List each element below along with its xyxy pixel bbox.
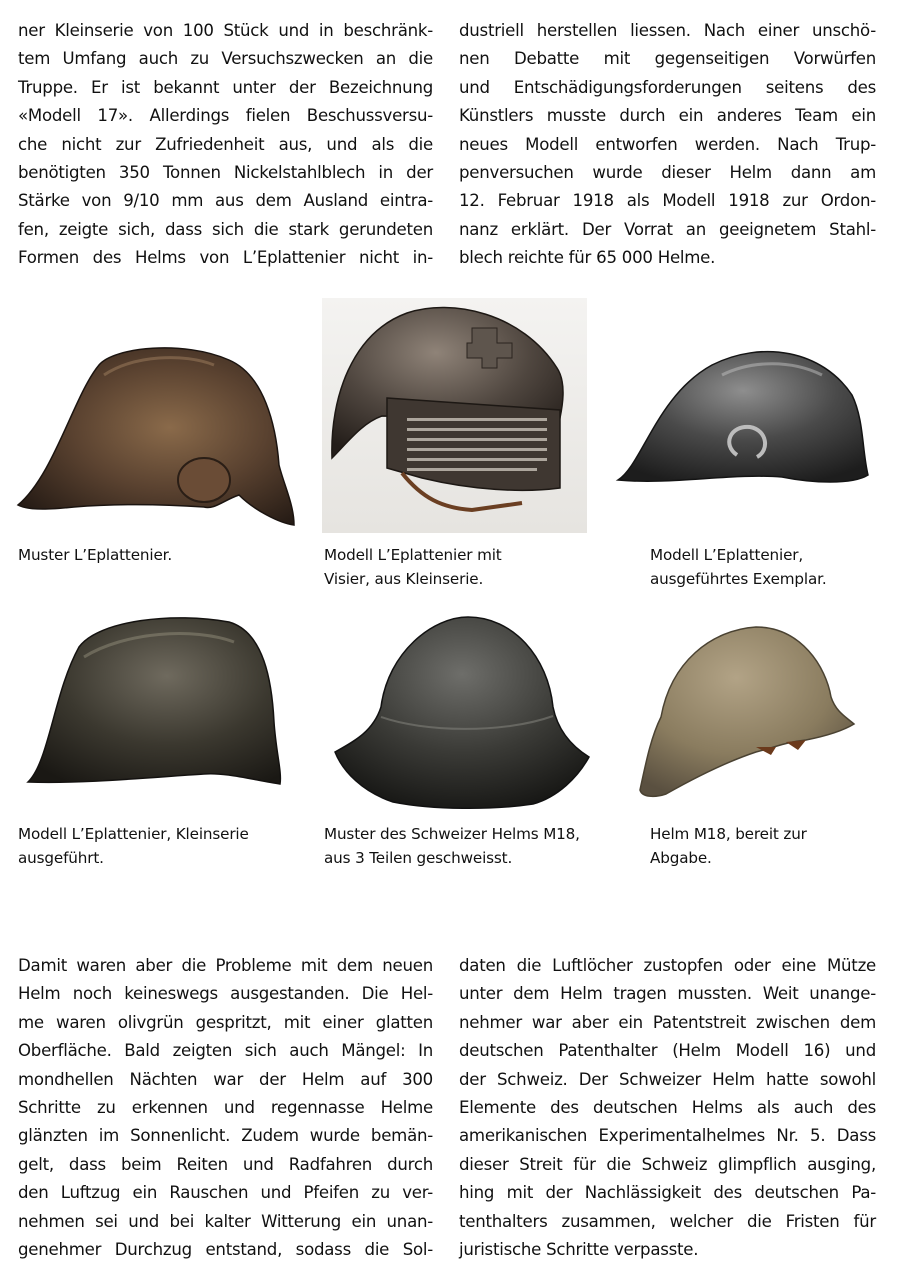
helmet-photo-muster-eplattenier <box>14 335 299 535</box>
text-line: gelt, dass beim Reiten und Radfahren durch <box>18 1154 433 1174</box>
text-line: nen Debatte mit gegenseitigen Vorwürfen <box>459 49 876 69</box>
caption-line: Modell L’Eplattenier, <box>650 546 804 564</box>
text-line: dieser Streit für die Schweiz glimpflich ausging, <box>459 1154 876 1174</box>
text-line: der Schweiz. Der Schweizer Helm hatte sowohl <box>459 1069 876 1089</box>
text-line: «Modell 17». Allerdings fielen Beschussversu- <box>18 106 433 126</box>
text-line: me waren olivgrün gespritzt, mit einer glatten <box>18 1012 433 1032</box>
text-column-top-right <box>459 17 876 273</box>
helmet-photo-ausgefuehrt <box>612 335 872 510</box>
text-line: tenthalters zusammen, welcher die Fristen für <box>459 1211 876 1231</box>
caption-ausgefuehrt <box>650 543 827 591</box>
text-line: nehmen sei und bei kalter Witterung ein unan- <box>18 1211 433 1231</box>
text-line: nanz erklärt. Der Vorrat an geeignetem Stahl- <box>459 219 876 239</box>
text-line: Formen des Helms von L’Eplattenier nicht in- <box>18 248 433 268</box>
caption-line: ausgeführtes Exemplar. <box>650 570 827 588</box>
caption-line: Muster des Schweizer Helms M18, <box>324 825 580 843</box>
text-line: Helm noch keineswegs ausgestanden. Die Hel- <box>18 984 433 1004</box>
text-line: penversuchen wurde dieser Helm dann am <box>459 163 876 183</box>
text-line: hing mit der Nachlässigkeit des deutschen Pa- <box>459 1183 876 1203</box>
text-line: ner Kleinserie von 100 Stück und in beschränk- <box>18 21 433 40</box>
helmet-photo-m18-abgabe <box>636 622 858 800</box>
caption-kleinserie <box>18 822 249 870</box>
text-line: 12. Februar 1918 als Modell 1918 zur Ordon- <box>459 191 876 211</box>
text-line: che nicht zur Zufriedenheit aus, und als die <box>18 134 433 154</box>
text-line: dustriell herstellen liessen. Nach einer unschö- <box>459 21 876 40</box>
helmet-photo-kleinserie <box>24 612 286 792</box>
text-line: genehmer Durchzug entstand, sodass die Sol- <box>18 1240 433 1260</box>
text-line: nehmer war aber ein Patentstreit zwischen dem <box>459 1012 876 1032</box>
text-line: Oberfläche. Bald zeigten sich auch Mängel: In <box>18 1041 433 1061</box>
text-line: glänzten im Sonnenlicht. Zudem wurde bemän- <box>18 1126 433 1146</box>
caption-line: Modell L’Eplattenier mit <box>324 546 502 564</box>
text-line: neues Modell entworfen werden. Nach Trup- <box>459 134 876 154</box>
text-line: Schritte zu erkennen und regennasse Helme <box>18 1098 433 1118</box>
text-line: Truppe. Er ist bekannt unter der Bezeichnung <box>18 77 433 97</box>
text-line: tem Umfang auch zu Versuchszwecken an die <box>18 49 433 69</box>
caption-line: Visier, aus Kleinserie. <box>324 570 484 588</box>
caption-modell-visier <box>324 543 502 591</box>
text-line: den Luftzug ein Rauschen und Pfeifen zu ver- <box>18 1183 433 1203</box>
text-line: juristische Schritte verpasste. <box>459 1240 699 1260</box>
caption-line: Abgabe. <box>650 849 712 867</box>
helmet-photo-modell-visier <box>322 298 587 533</box>
text-column-bottom-left <box>18 952 433 1264</box>
helmet-photo-muster-m18 <box>333 612 591 812</box>
caption-line: Helm M18, bereit zur <box>650 825 807 843</box>
text-line: daten die Luftlöcher zustopfen oder eine Mütze <box>459 956 876 975</box>
caption-line: Modell L’Eplattenier, Kleinserie <box>18 825 249 843</box>
text-line: und Entschädigungsforderungen seitens des <box>459 77 876 97</box>
text-line: Damit waren aber die Probleme mit dem neuen <box>18 956 433 975</box>
text-line: Stärke von 9/10 mm aus dem Ausland eintra- <box>18 191 433 211</box>
caption-muster-eplattenier <box>18 543 172 567</box>
text-line: benötigten 350 Tonnen Nickelstahlblech in der <box>18 163 433 183</box>
caption-muster-m18 <box>324 822 580 870</box>
text-line: fen, zeigte sich, dass sich die stark gerundeten <box>18 219 433 239</box>
text-line: Elemente des deutschen Helms als auch des <box>459 1098 876 1118</box>
caption-line: aus 3 Teilen geschweisst. <box>324 849 513 867</box>
text-line: deutschen Patenthalter (Helm Modell 16) und <box>459 1041 876 1061</box>
caption-line: Muster L’Eplattenier. <box>18 546 173 564</box>
text-line: mondhellen Nächten war der Helm auf 300 <box>18 1069 433 1089</box>
caption-m18-abgabe <box>650 822 807 870</box>
text-line: blech reichte für 65 000 Helme. <box>459 248 716 268</box>
text-line: Künstlers musste durch ein anderes Team ein <box>459 106 876 126</box>
text-line: unter dem Helm tragen mussten. Weit unange- <box>459 984 876 1004</box>
text-column-bottom-right <box>459 952 876 1264</box>
text-column-top-left <box>18 17 433 273</box>
caption-line: ausgeführt. <box>18 849 104 867</box>
text-line: amerikanischen Experimentalhelmes Nr. 5. Dass <box>459 1126 876 1146</box>
